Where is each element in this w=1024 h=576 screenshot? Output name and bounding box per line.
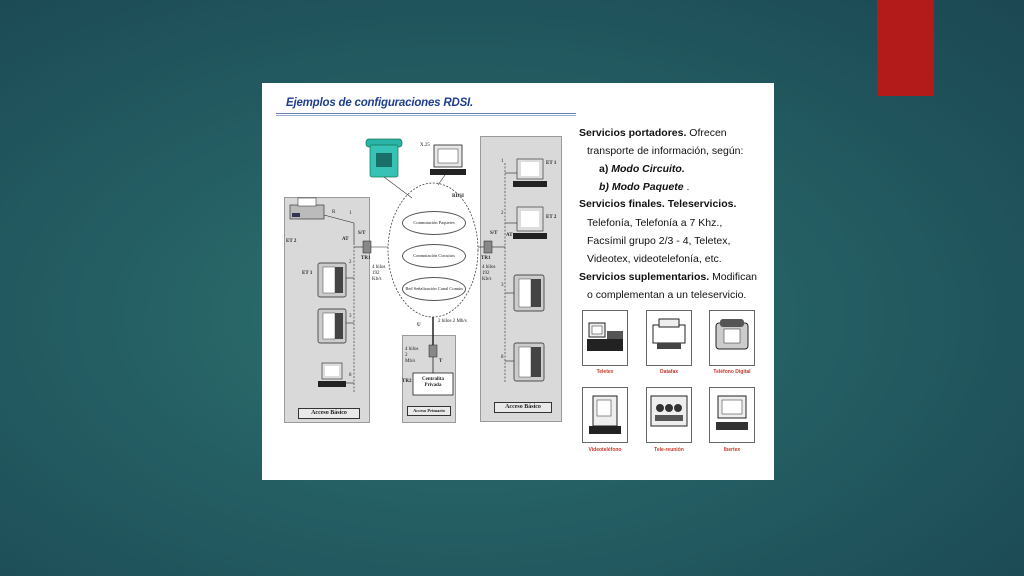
bottom-line-info: 4 hilos 2 Mb/s	[405, 347, 419, 364]
teletex-icon	[582, 310, 628, 366]
right-box-label: Acceso Básico	[494, 402, 552, 413]
right-st-label: S/T	[490, 231, 498, 236]
left-st-label: S/T	[358, 231, 366, 236]
ibertex-icon	[709, 387, 755, 443]
bottom-tr2-label: TR2	[402, 379, 412, 384]
left-n1-label: 1	[349, 211, 352, 216]
right-at-label: AT	[506, 233, 513, 238]
nt-box	[429, 345, 437, 357]
left-line-info: 4 hilos 192 Kb/s	[372, 265, 386, 282]
right-phone-1-icon	[514, 275, 544, 311]
digital-phone-label: Teléfono Digital	[713, 369, 751, 375]
right-n3-label: 3	[501, 283, 504, 288]
teal-phone-icon	[366, 139, 402, 177]
left-n8-label: 8	[349, 373, 352, 378]
datafax-icon	[646, 310, 692, 366]
rdsi-label: RDSI	[452, 194, 464, 199]
right-n1-label: 1	[501, 159, 504, 164]
modo-paquete-suffix: .	[686, 181, 690, 193]
modo-circuito-prefix: a)	[599, 163, 609, 175]
digital-phone-icon	[709, 310, 755, 366]
service-portadores-rest: Ofrecen	[689, 127, 727, 139]
right-tr1-box	[484, 241, 492, 253]
finales-title-text: Servicios finales. Teleservicios.	[579, 198, 737, 210]
teleconference-icon	[646, 387, 692, 443]
modo-paquete-line	[599, 181, 689, 194]
left-at-label: AT	[342, 237, 349, 242]
bottom-t-label: T	[439, 359, 443, 364]
primary-box-label: Acceso Primario	[407, 406, 451, 416]
right-phone-2-icon	[514, 343, 544, 381]
signaling-network-node: Red Señalización Canal Común	[402, 277, 466, 301]
modo-paquete-text: Modo Paquete	[611, 181, 684, 193]
right-n8-label: 8	[501, 355, 504, 360]
right-computer-2-icon	[513, 207, 547, 239]
teleconference-label: Tele-reunión	[654, 447, 684, 453]
packet-switching-node: Conmutación Paquetes	[402, 211, 466, 235]
left-phone-2-icon	[318, 309, 346, 343]
left-box-label: Acceso Básico	[298, 408, 360, 419]
modo-circuito-text: Modo Circuito.	[611, 163, 685, 175]
datafax-label: Datafax	[659, 369, 679, 375]
suplementarios-rest: Modifican	[712, 271, 758, 283]
right-tr1-label: TR1	[481, 256, 491, 261]
x25-computer-icon	[430, 145, 466, 175]
bottom-u-label: U	[417, 323, 421, 328]
x25-label: X.25	[420, 143, 430, 148]
diagram-title: Ejemplos de configuraciones RDSI.	[286, 97, 474, 109]
left-n3-label: 3	[349, 314, 352, 319]
service-suplementarios-line	[579, 271, 757, 284]
right-line-info: 4 hilos 192 Kb/s	[482, 265, 496, 282]
finales-line-1: Telefonía, Telefonía a 7 Khz.,	[587, 217, 723, 229]
right-computer-1-icon	[513, 159, 547, 187]
teletex-label: Teletex	[596, 369, 614, 375]
left-tr1-label: TR1	[361, 256, 371, 261]
finales-line-2: Facsímil grupo 2/3 - 4, Teletex,	[587, 235, 731, 247]
bottom-bus-info: 2 hilos 2 Mb/s	[438, 319, 467, 324]
left-et2-label: ET 2	[286, 239, 297, 244]
videophone-label: Videoteléfono	[588, 447, 622, 453]
videophone-icon	[582, 387, 628, 443]
centralita-label: Centralita Privada	[422, 377, 444, 388]
suplementarios-line2: o complementan a un teleservicio.	[587, 289, 747, 301]
left-et1-label: ET 1	[302, 271, 313, 276]
modo-paquete-prefix: b)	[599, 181, 609, 193]
service-portadores-line2: transporte de información, según:	[587, 145, 744, 157]
suplementarios-title: Servicios suplementarios.	[579, 271, 710, 283]
left-phone-1-icon	[318, 263, 346, 297]
finales-line-3: Videotex, videotelefonía, etc.	[587, 253, 722, 265]
modo-circuito-line	[599, 163, 685, 176]
left-r-label: R	[332, 210, 336, 215]
service-portadores-line	[579, 127, 727, 140]
circuit-switching-node: Conmutación Circuitos	[402, 244, 466, 268]
service-finales-title	[579, 198, 736, 211]
accent-bar	[877, 0, 934, 96]
left-tr1-box	[363, 241, 371, 253]
left-teletex-device-icon	[290, 198, 324, 219]
right-et2-label: ET 2	[546, 215, 557, 220]
service-portadores-title: Servicios portadores.	[579, 127, 687, 139]
right-et1-label: ET 1	[546, 161, 557, 166]
left-computer-icon	[318, 363, 346, 387]
right-n2-label: 2	[501, 211, 504, 216]
diagram-image	[262, 83, 774, 480]
ibertex-label: Ibertex	[723, 447, 741, 453]
left-n2-label: 2	[349, 260, 352, 265]
